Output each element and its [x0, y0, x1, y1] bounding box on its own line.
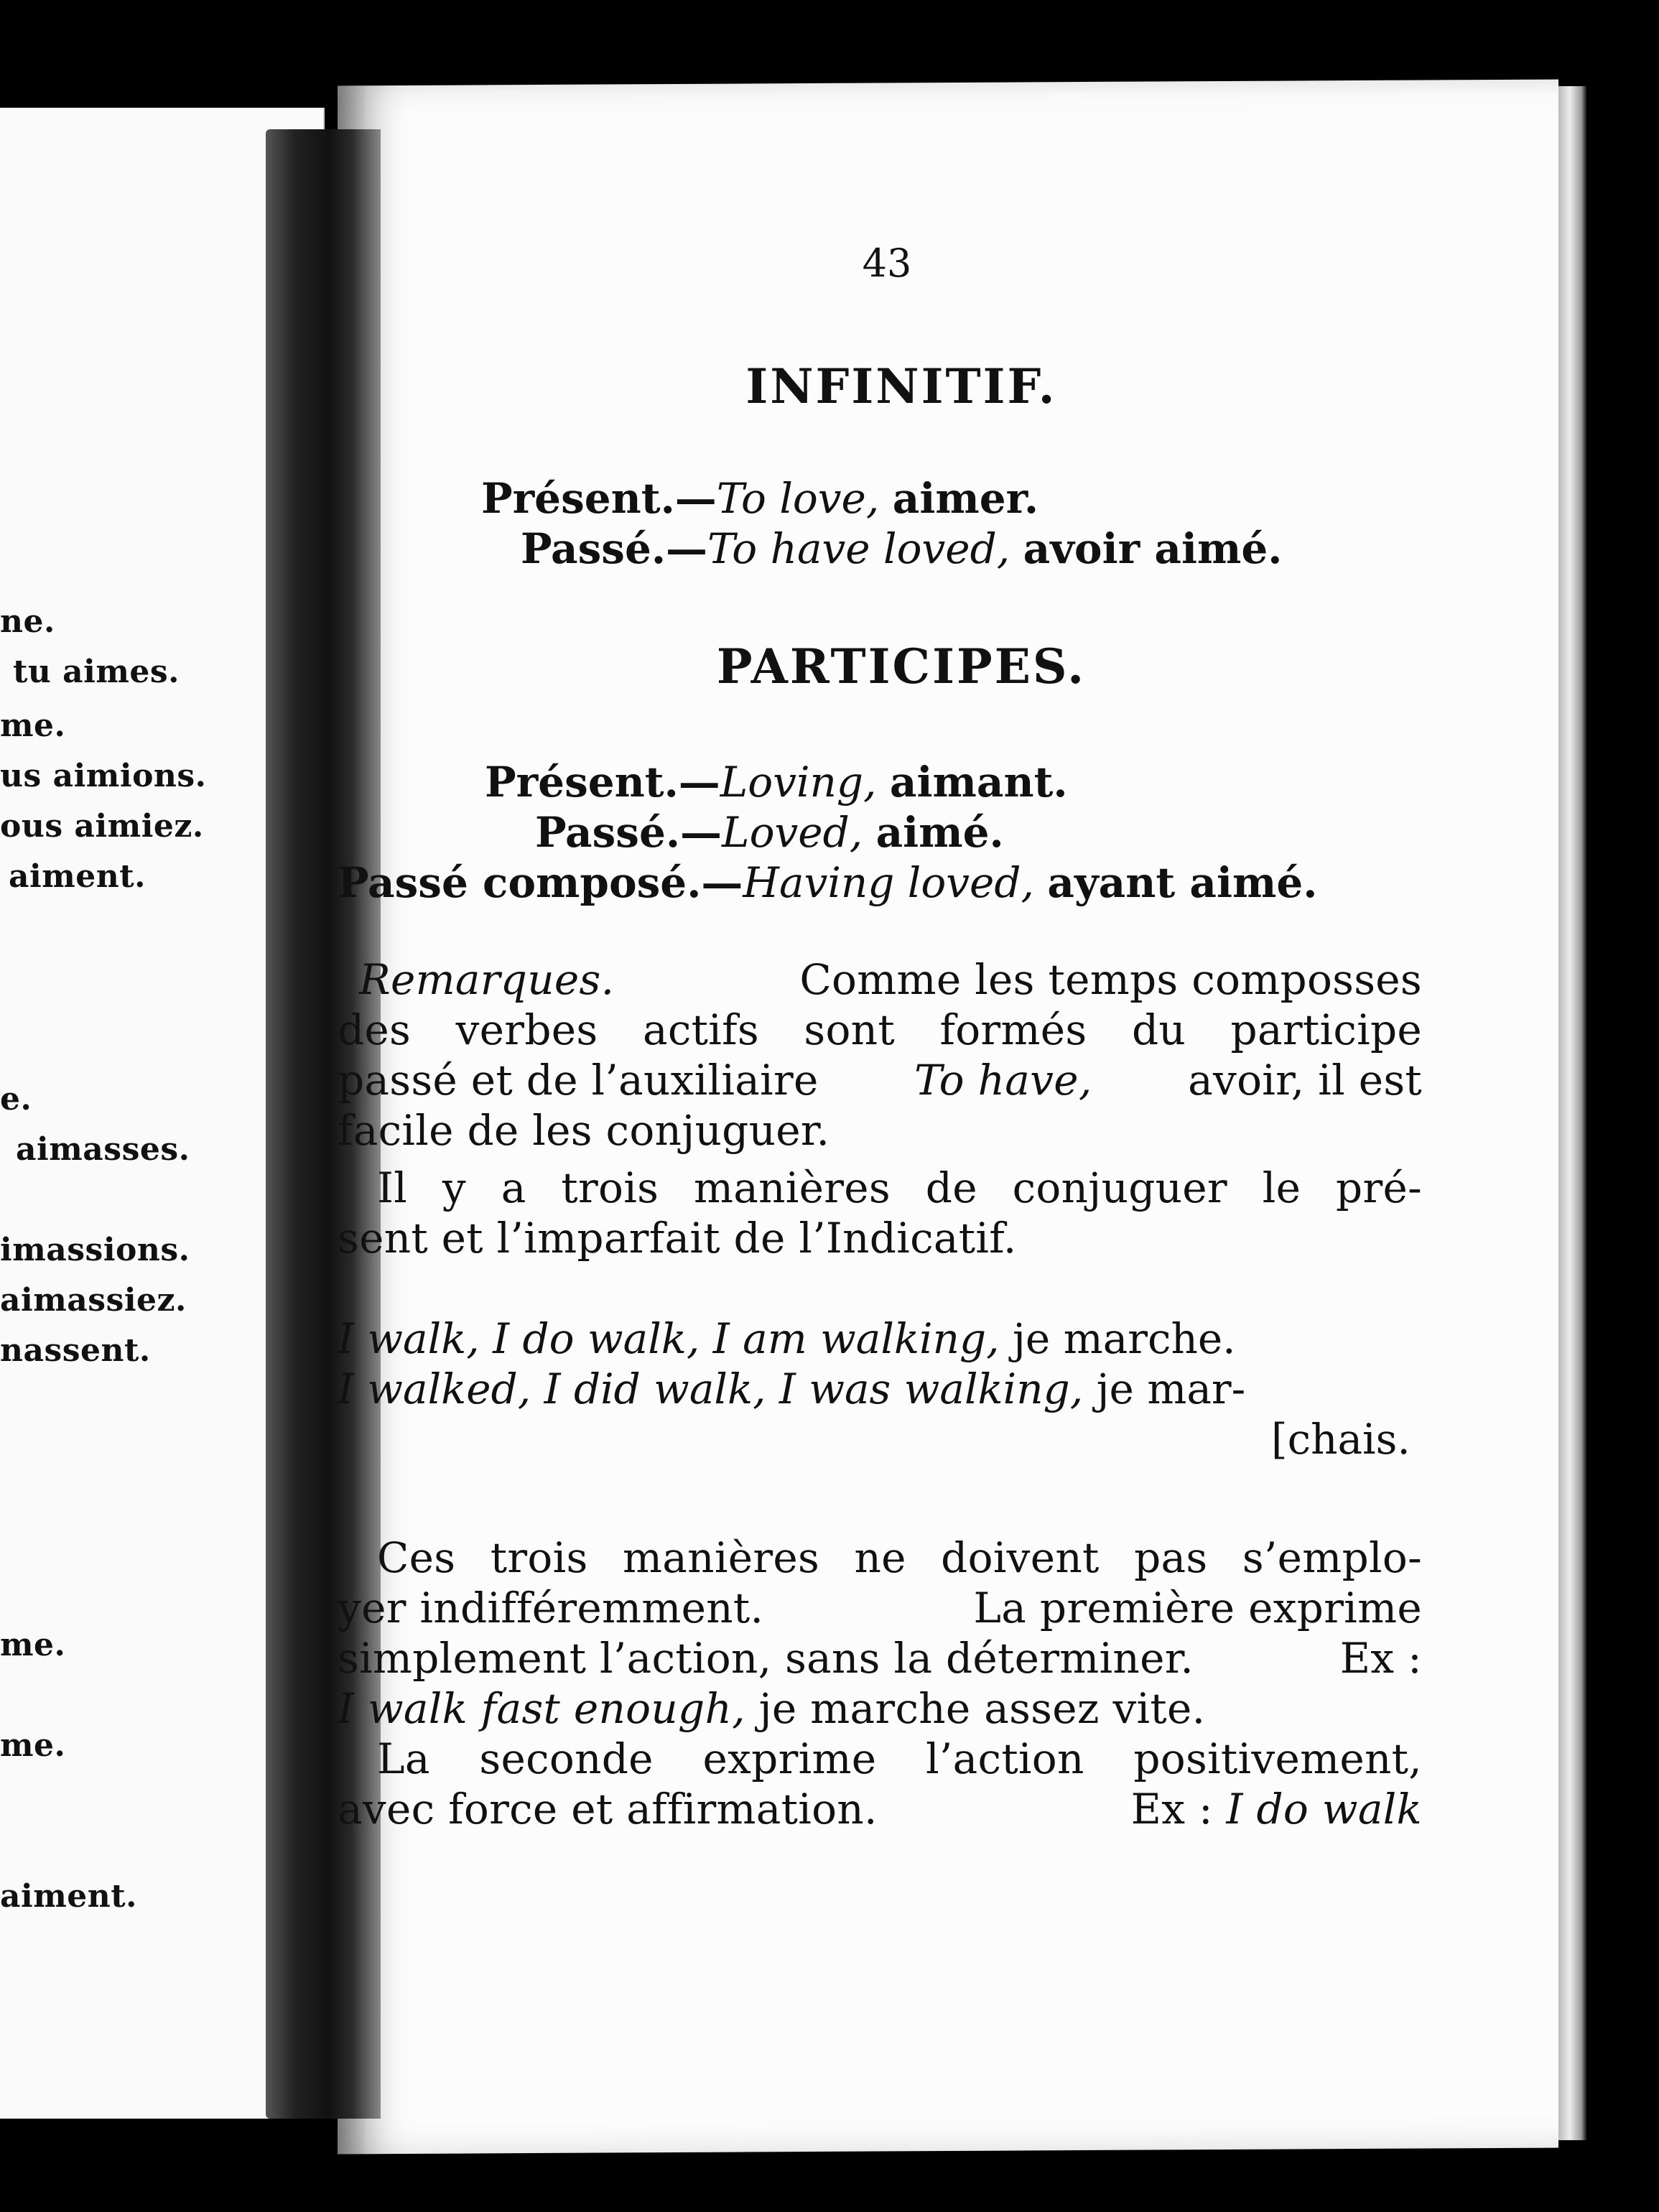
- french-form: je marche assez vite.: [758, 1684, 1206, 1733]
- left-fragment: imassions.: [0, 1232, 190, 1268]
- infinitif-passe-line: Passé.—To have loved, avoir aimé.: [521, 524, 1283, 573]
- tense-label: Passé.: [521, 524, 666, 573]
- left-fragment: aimassiez.: [0, 1282, 187, 1319]
- tense-label: Présent.: [485, 758, 679, 807]
- final-line-5: La seconde exprime l’action positivement,: [377, 1734, 1422, 1783]
- participes-heading: PARTICIPES.: [716, 638, 1087, 694]
- remarques-line-6: sent et l’imparfait de l’Indicatif.: [338, 1214, 1017, 1263]
- tense-label: Passé.: [535, 808, 681, 857]
- english-form: Having loved,: [743, 858, 1034, 907]
- english-form: Loving,: [720, 758, 877, 807]
- english-form: To have,: [914, 1056, 1092, 1105]
- participes-passe-line: Passé.—Loved, aimé.: [535, 808, 1004, 857]
- final-line-2: yer indifféremment. La première exprime: [338, 1584, 1422, 1632]
- left-fragment: me.: [0, 707, 66, 744]
- infinitif-heading: INFINITIF.: [745, 358, 1057, 414]
- example-2: [338, 1365, 1246, 1413]
- left-fragment: us aimions.: [0, 758, 207, 794]
- left-fragment: aimasses.: [16, 1131, 190, 1168]
- left-fragment: ne.: [0, 603, 55, 640]
- english-form: Loved,: [722, 808, 863, 857]
- tense-label: Passé composé.: [338, 858, 702, 907]
- page-number: 43: [862, 241, 912, 286]
- left-fragment: e.: [0, 1081, 32, 1117]
- infinitif-present-line: Présent.—To love, aimer.: [481, 474, 1039, 523]
- example-1: [338, 1314, 1236, 1363]
- french-form: ayant aimé.: [1047, 858, 1318, 907]
- left-fragment: nassent.: [0, 1332, 151, 1369]
- remarques-line-1: Remarques. Comme les temps composses: [359, 955, 1422, 1004]
- participes-present-line: Présent.—Loving, aimant.: [485, 758, 1068, 807]
- left-fragment: tu aimes.: [13, 654, 180, 690]
- french-form: aimant.: [889, 758, 1068, 807]
- english-form: To have loved,: [707, 524, 1010, 573]
- remarques-line-5: Il y a trois manières de conjuguer le pré-: [377, 1163, 1422, 1212]
- example-2-continuation: [chais.: [1271, 1415, 1411, 1464]
- remarques-line-4: facile de les conjuguer.: [338, 1106, 830, 1155]
- left-fragment: me.: [0, 1627, 66, 1663]
- final-line-4: [338, 1684, 1206, 1733]
- left-fragment: ous aimiez.: [0, 808, 204, 845]
- french-form: avoir aimé.: [1023, 524, 1283, 573]
- tense-label: Présent.: [481, 474, 675, 523]
- french-form: aimer.: [892, 474, 1039, 523]
- english-form: I walk, I do walk, I am walking,: [338, 1314, 1000, 1363]
- left-fragment: aiment.: [0, 1878, 137, 1915]
- english-form: To love,: [716, 474, 880, 523]
- left-fragment: aiment.: [9, 858, 146, 895]
- remarques-label: Remarques.: [359, 955, 615, 1004]
- page-edge: [1558, 86, 1587, 2140]
- english-form: I walk fast enough,: [338, 1684, 745, 1733]
- final-line-6: avec force et affirmation. Ex : I do walk: [338, 1785, 1422, 1834]
- final-line-1: Ces trois manières ne doivent pas s’emplo-: [377, 1533, 1422, 1582]
- french-form: aimé.: [875, 808, 1004, 857]
- french-form: je mar-: [1096, 1365, 1246, 1413]
- french-form: je marche.: [1012, 1314, 1236, 1363]
- left-fragment: me.: [0, 1727, 66, 1764]
- english-form: I walked, I did walk, I was walking,: [338, 1365, 1084, 1413]
- participes-passe-compose-line: Passé composé.—Having loved, ayant aimé.: [338, 858, 1318, 907]
- remarques-line-3: passé et de l’auxiliaire To have, avoir, il est: [338, 1056, 1422, 1105]
- english-form: I do walk: [1226, 1785, 1422, 1834]
- page-content: [338, 0, 1436, 2212]
- final-line-3: simplement l’action, sans la déterminer. Ex :: [338, 1634, 1422, 1683]
- remarques-line-2: des verbes actifs sont formés du participe: [338, 1005, 1422, 1054]
